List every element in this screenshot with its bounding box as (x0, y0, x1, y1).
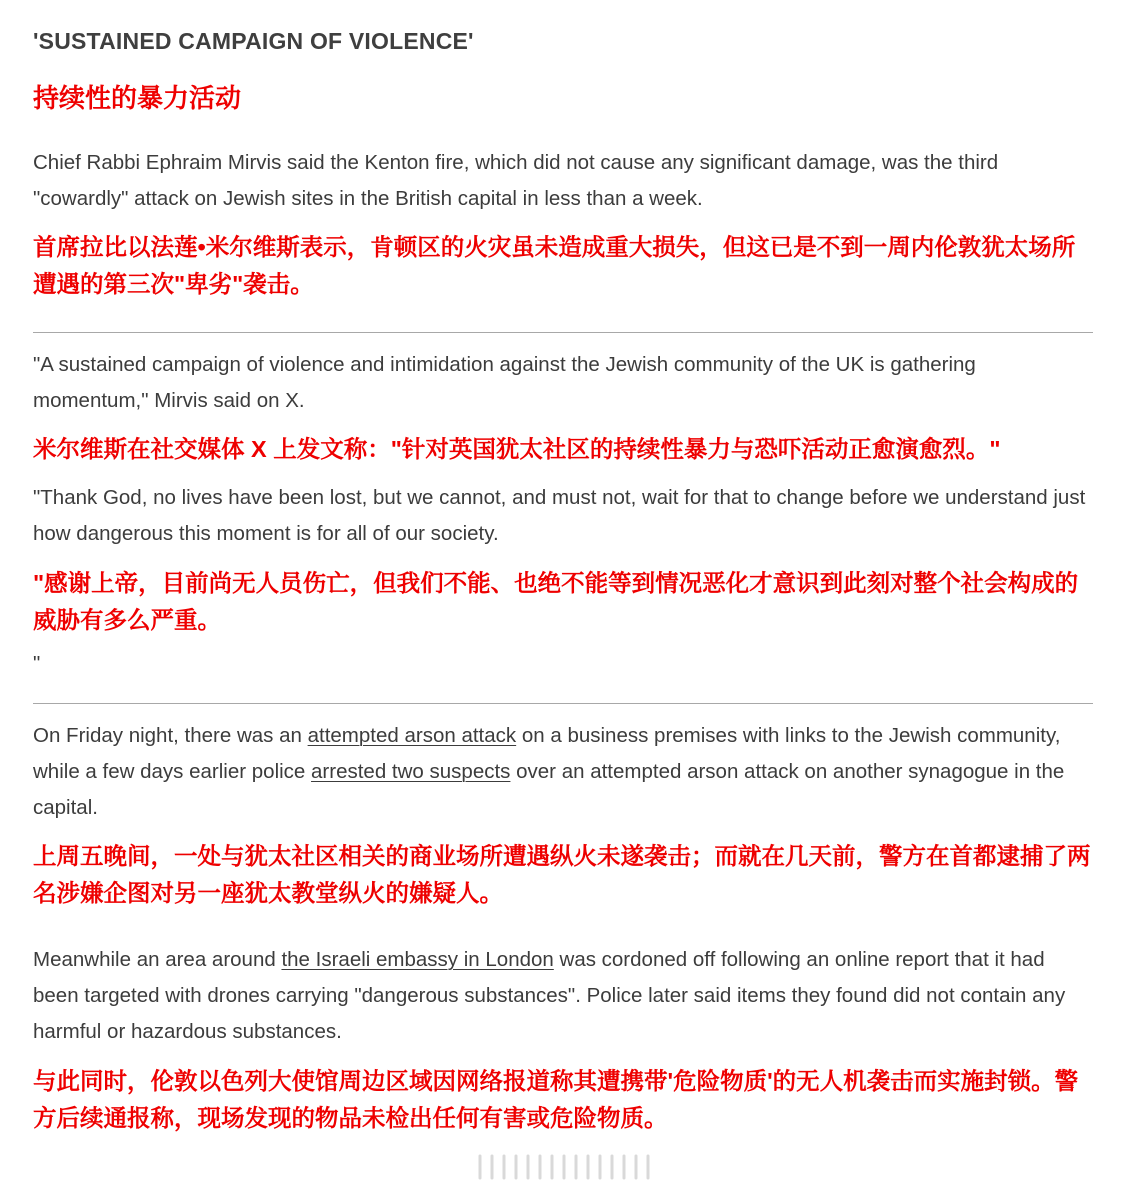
section-heading-translation: 持续性的暴力活动 (33, 83, 242, 113)
paragraph-4 (33, 718, 1093, 826)
paragraph-2: "A sustained campaign of violence and intimidation against the Jewish community of the UK is gathering momentum," Mirvis said on X. (33, 353, 976, 412)
arrested-two-suspects-link[interactable]: arrested two suspects (311, 760, 511, 783)
divider (33, 332, 1093, 333)
paragraph-3-translation: "感谢上帝，目前尚无人员伤亡，但我们不能、也绝不能等到情况恶化才意识到此刻对整个社会构成的威胁有多么严重。 (33, 570, 1079, 633)
watermark-logo-icon (472, 1150, 662, 1184)
attempted-arson-attack-link[interactable]: attempted arson attack (307, 724, 517, 747)
paragraph-5-text: Meanwhile an area around (33, 948, 282, 971)
paragraph-4-text: over an attempted arson attack on another synagogue in the capital. (33, 760, 1065, 819)
paragraph-5-translation: 与此同时，伦敦以色列大使馆周边区域因网络报道称其遭携带'危险物质'的无人机袭击而实施封锁。警方后续通报称，现场发现的物品未检出任何有害或危险物质。 (33, 1068, 1079, 1131)
paragraph-1: Chief Rabbi Ephraim Mirvis said the Kenton fire, which did not cause any significant damage, was the third "cowardly" attack on Jewish sites in the British capital in less than a week. (33, 151, 999, 210)
divider (33, 703, 1093, 704)
paragraph-4-translation: 上周五晚间，一处与犹太社区相关的商业场所遭遇纵火未遂袭击；而就在几天前，警方在首都逮捕了两名涉嫌企图对另一座犹太教堂纵火的嫌疑人。 (33, 843, 1091, 906)
paragraph-5-text: was cordoned off following an online report that it had been targeted with drones carrying "dangerous substances". Police later said items they found did not contain any harmful or hazardous substances. (33, 948, 1066, 1043)
israeli-embassy-link[interactable]: the Israeli embassy in London (281, 948, 554, 971)
section-heading: 'SUSTAINED CAMPAIGN OF VIOLENCE' (33, 28, 474, 54)
paragraph-3: "Thank God, no lives have been lost, but we cannot, and must not, wait for that to change before we understand just how dangerous this moment is for all of our society. (33, 486, 1086, 545)
paragraph-4-text: on a business premises with links to the Jewish community, while a few days earlier police (33, 724, 1061, 783)
paragraph-2-translation: 米尔维斯在社交媒体 X 上发文称："针对英国犹太社区的持续性暴力与恐吓活动正愈演愈烈。" (33, 436, 1001, 462)
paragraph-1-translation: 首席拉比以法莲•米尔维斯表示，肯顿区的火灾虽未造成重大损失，但这已是不到一周内伦敦犹太场所遭遇的第三次"卑劣"袭击。 (33, 234, 1076, 297)
closing-quote-mark: " (33, 652, 41, 675)
paragraph-4-text: On Friday night, there was an (33, 724, 308, 747)
paragraph-5 (33, 942, 1093, 1050)
